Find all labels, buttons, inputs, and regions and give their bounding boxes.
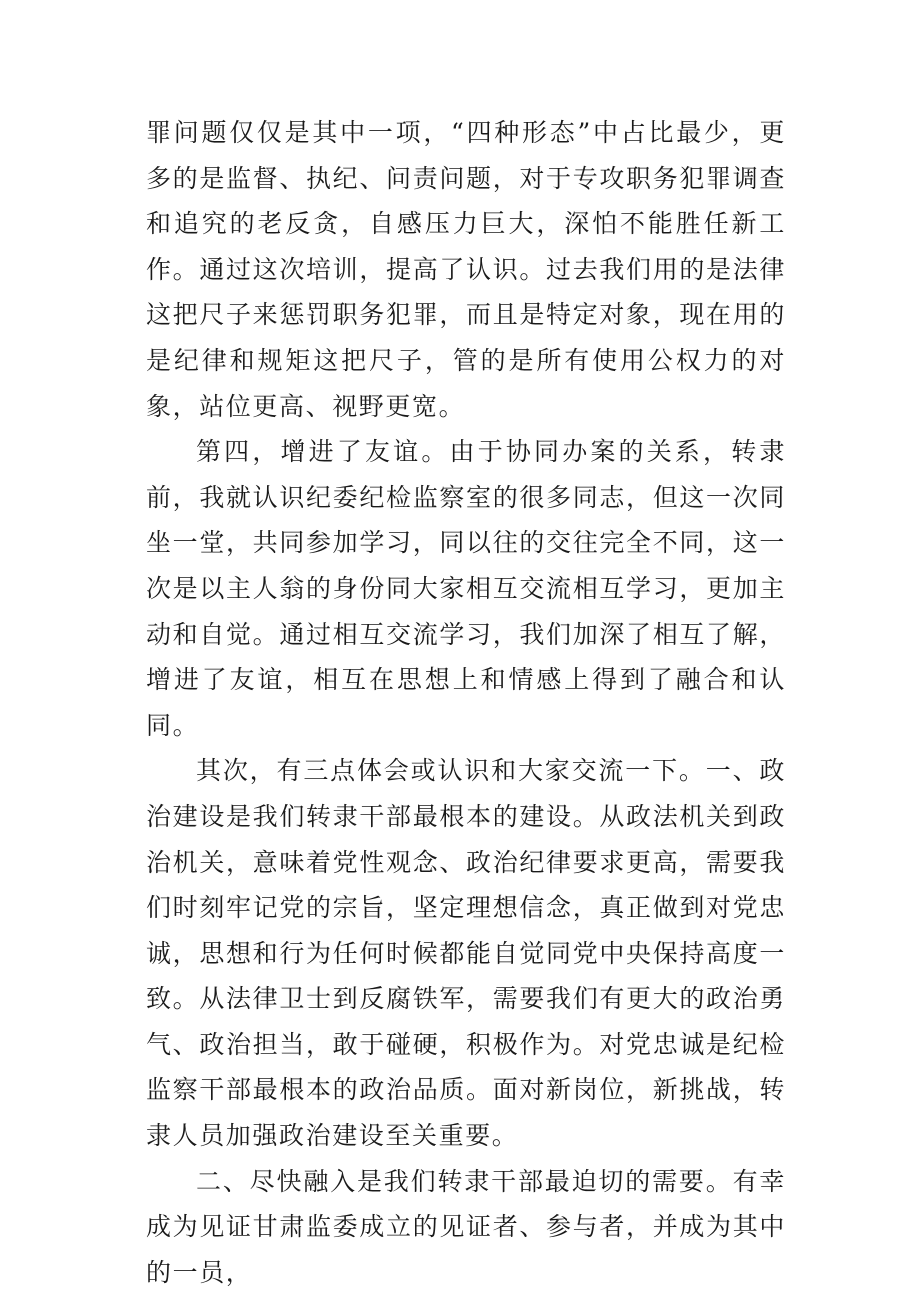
paragraph-3: 其次，有三点体会或认识和大家交流一下。一、政治建设是我们转隶干部最根本的建设。从政法机关到政治机关，意味着党性观念、政治纪律要求更高，需要我们时刻牢记党的宗旨，坚定理想信念，真正做到对党忠诚，思想和行为任何时候都能自觉同党中央保持高度一致。从法律卫士到反腐铁军，需要我们有更大的政治勇气、政治担当，敢于碰硬，积极作为。对党忠诚是纪检监察干部最根本的政治品质。面对新岗位，新挑战，转隶人员加强政治建设至关重要。 [146,756,786,1151]
paragraph-2: 第四，增进了友谊。由于协同办案的关系，转隶前，我就认识纪委纪检监察室的很多同志，但这一次同坐一堂，共同参加学习，同以往的交往完全不同，这一次是以主人翁的身份同大家相互交流相互学习，更加主动和自觉。通过相互交流学习，我们加深了相互了解，增进了友谊，相互在思想上和情感上得到了融合和认同。 [146,437,786,740]
document-body [146,110,786,1295]
paragraph-1: 罪问题仅仅是其中一项，“四种形态”中占比最少，更多的是监督、执纪、问责问题，对于专攻职务犯罪调查和追究的老反贪，自感压力巨大，深怕不能胜任新工作。通过这次培训，提高了认识。过去我们用的是法律这把尺子来惩罚职务犯罪，而且是特定对象，现在用的是纪律和规矩这把尺子，管的是所有使用公权力的对象，站位更高、视野更宽。 [146,118,786,421]
paragraph-4: 二、尽快融入是我们转隶干部最迫切的需要。有幸成为见证甘肃监委成立的见证者、参与者，并成为其中的一员， [146,1166,786,1287]
